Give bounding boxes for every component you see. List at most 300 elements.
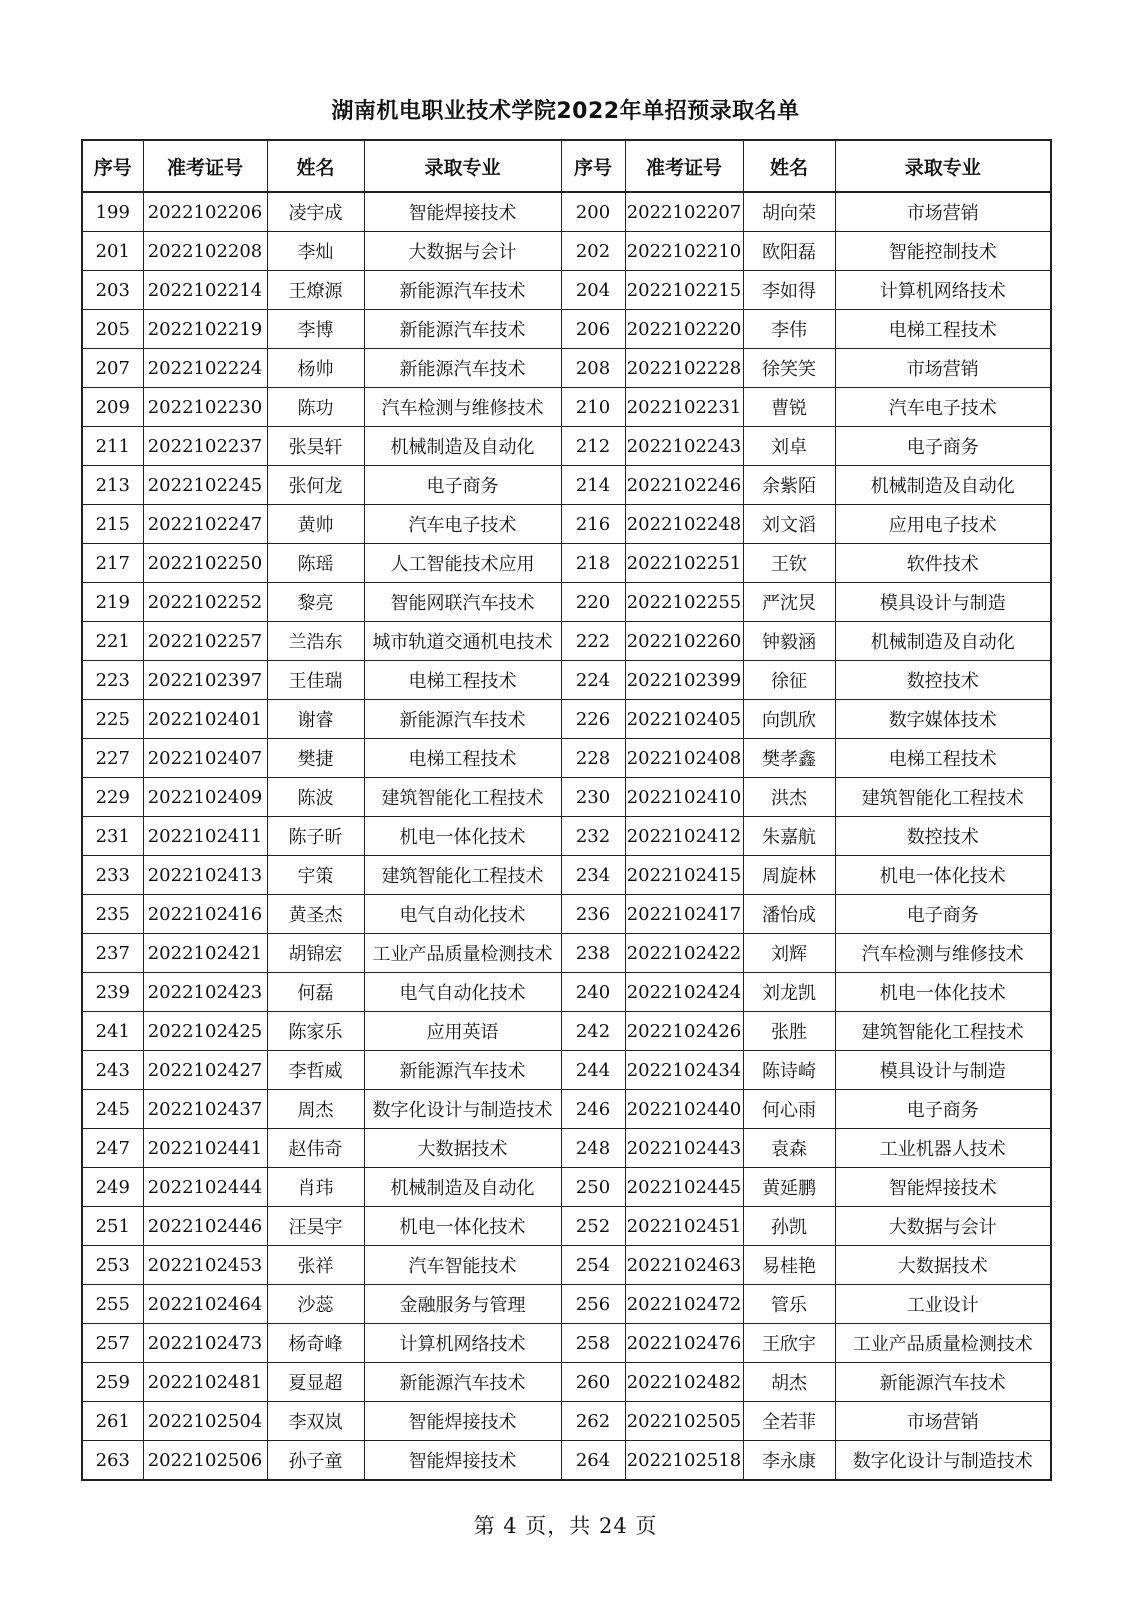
cell-major-left: 大数据技术 <box>364 1129 561 1168</box>
cell-seq-left: 237 <box>82 934 143 973</box>
cell-name-right: 何心雨 <box>743 1090 835 1129</box>
cell-exam-id-left: 2022102453 <box>143 1246 267 1285</box>
table-row <box>82 232 1051 271</box>
cell-major-right: 电梯工程技术 <box>835 310 1051 349</box>
cell-name-right: 刘卓 <box>743 427 835 466</box>
table-row <box>82 934 1051 973</box>
cell-major-right: 模具设计与制造 <box>835 583 1051 622</box>
cell-seq-right: 204 <box>561 271 625 310</box>
cell-name-left: 王燎源 <box>267 271 364 310</box>
cell-major-left: 机械制造及自动化 <box>364 1168 561 1207</box>
cell-major-left: 电气自动化技术 <box>364 973 561 1012</box>
cell-major-right: 电子商务 <box>835 427 1051 466</box>
cell-name-left: 孙子童 <box>267 1441 364 1481</box>
header-name-left: 姓名 <box>267 140 364 192</box>
cell-name-left: 夏显超 <box>267 1363 364 1402</box>
table-row <box>82 1090 1051 1129</box>
cell-seq-right: 244 <box>561 1051 625 1090</box>
cell-major-right: 大数据与会计 <box>835 1207 1051 1246</box>
cell-exam-id-right: 2022102220 <box>625 310 743 349</box>
cell-exam-id-left: 2022102473 <box>143 1324 267 1363</box>
table-row <box>82 192 1051 232</box>
cell-name-right: 周旋林 <box>743 856 835 895</box>
table-row <box>82 271 1051 310</box>
cell-name-left: 谢睿 <box>267 700 364 739</box>
header-exam-id-left: 准考证号 <box>143 140 267 192</box>
cell-major-left: 电气自动化技术 <box>364 895 561 934</box>
cell-exam-id-left: 2022102427 <box>143 1051 267 1090</box>
cell-seq-left: 251 <box>82 1207 143 1246</box>
cell-seq-left: 255 <box>82 1285 143 1324</box>
cell-exam-id-left: 2022102425 <box>143 1012 267 1051</box>
cell-seq-left: 213 <box>82 466 143 505</box>
cell-major-right: 建筑智能化工程技术 <box>835 1012 1051 1051</box>
cell-major-right: 工业机器人技术 <box>835 1129 1051 1168</box>
cell-exam-id-right: 2022102248 <box>625 505 743 544</box>
cell-name-left: 黎亮 <box>267 583 364 622</box>
table-row <box>82 778 1051 817</box>
cell-seq-right: 212 <box>561 427 625 466</box>
cell-exam-id-right: 2022102422 <box>625 934 743 973</box>
cell-seq-left: 211 <box>82 427 143 466</box>
cell-seq-left: 257 <box>82 1324 143 1363</box>
cell-seq-left: 221 <box>82 622 143 661</box>
cell-name-left: 陈子昕 <box>267 817 364 856</box>
cell-name-left: 黄帅 <box>267 505 364 544</box>
cell-name-left: 张祥 <box>267 1246 364 1285</box>
cell-seq-left: 223 <box>82 661 143 700</box>
cell-major-left: 智能焊接技术 <box>364 192 561 232</box>
cell-major-right: 汽车电子技术 <box>835 388 1051 427</box>
cell-exam-id-right: 2022102215 <box>625 271 743 310</box>
cell-exam-id-right: 2022102243 <box>625 427 743 466</box>
cell-major-right: 汽车检测与维修技术 <box>835 934 1051 973</box>
cell-name-left: 凌宇成 <box>267 192 364 232</box>
cell-name-right: 刘文滔 <box>743 505 835 544</box>
cell-exam-id-right: 2022102417 <box>625 895 743 934</box>
cell-name-right: 胡向荣 <box>743 192 835 232</box>
cell-major-left: 新能源汽车技术 <box>364 310 561 349</box>
cell-exam-id-right: 2022102445 <box>625 1168 743 1207</box>
cell-major-left: 计算机网络技术 <box>364 1324 561 1363</box>
cell-major-left: 智能网联汽车技术 <box>364 583 561 622</box>
header-major-left: 录取专业 <box>364 140 561 192</box>
cell-name-left: 陈瑶 <box>267 544 364 583</box>
cell-name-left: 李灿 <box>267 232 364 271</box>
cell-major-left: 工业产品质量检测技术 <box>364 934 561 973</box>
cell-seq-right: 250 <box>561 1168 625 1207</box>
cell-exam-id-right: 2022102246 <box>625 466 743 505</box>
cell-exam-id-left: 2022102401 <box>143 700 267 739</box>
cell-seq-right: 208 <box>561 349 625 388</box>
cell-name-right: 向凯欣 <box>743 700 835 739</box>
cell-seq-right: 210 <box>561 388 625 427</box>
cell-exam-id-left: 2022102407 <box>143 739 267 778</box>
cell-seq-left: 233 <box>82 856 143 895</box>
cell-seq-left: 201 <box>82 232 143 271</box>
cell-exam-id-right: 2022102228 <box>625 349 743 388</box>
cell-name-right: 李如得 <box>743 271 835 310</box>
cell-seq-right: 220 <box>561 583 625 622</box>
cell-name-right: 陈诗崎 <box>743 1051 835 1090</box>
cell-seq-left: 199 <box>82 192 143 232</box>
cell-seq-right: 206 <box>561 310 625 349</box>
cell-exam-id-right: 2022102463 <box>625 1246 743 1285</box>
cell-major-right: 建筑智能化工程技术 <box>835 778 1051 817</box>
cell-name-right: 李永康 <box>743 1441 835 1481</box>
header-exam-id-right: 准考证号 <box>625 140 743 192</box>
cell-exam-id-right: 2022102412 <box>625 817 743 856</box>
cell-exam-id-right: 2022102255 <box>625 583 743 622</box>
cell-exam-id-right: 2022102405 <box>625 700 743 739</box>
cell-seq-right: 262 <box>561 1402 625 1441</box>
cell-major-right: 应用电子技术 <box>835 505 1051 544</box>
cell-exam-id-left: 2022102237 <box>143 427 267 466</box>
cell-seq-right: 236 <box>561 895 625 934</box>
cell-seq-left: 217 <box>82 544 143 583</box>
cell-exam-id-left: 2022102214 <box>143 271 267 310</box>
cell-exam-id-right: 2022102410 <box>625 778 743 817</box>
cell-major-left: 汽车电子技术 <box>364 505 561 544</box>
cell-exam-id-left: 2022102416 <box>143 895 267 934</box>
cell-name-right: 朱嘉航 <box>743 817 835 856</box>
cell-seq-right: 252 <box>561 1207 625 1246</box>
cell-seq-left: 203 <box>82 271 143 310</box>
cell-seq-right: 256 <box>561 1285 625 1324</box>
admission-table <box>81 139 1052 1481</box>
cell-exam-id-left: 2022102208 <box>143 232 267 271</box>
table-row <box>82 1012 1051 1051</box>
cell-seq-left: 263 <box>82 1441 143 1481</box>
cell-seq-left: 241 <box>82 1012 143 1051</box>
cell-seq-right: 202 <box>561 232 625 271</box>
cell-name-right: 余紫陌 <box>743 466 835 505</box>
cell-name-right: 李伟 <box>743 310 835 349</box>
cell-name-left: 赵伟奇 <box>267 1129 364 1168</box>
cell-name-right: 孙凯 <box>743 1207 835 1246</box>
table-row <box>82 1207 1051 1246</box>
cell-name-left: 杨奇峰 <box>267 1324 364 1363</box>
cell-name-left: 李双岚 <box>267 1402 364 1441</box>
cell-seq-right: 228 <box>561 739 625 778</box>
cell-seq-left: 253 <box>82 1246 143 1285</box>
cell-exam-id-left: 2022102444 <box>143 1168 267 1207</box>
cell-name-left: 汪昊宇 <box>267 1207 364 1246</box>
table-row <box>82 1129 1051 1168</box>
cell-major-left: 大数据与会计 <box>364 232 561 271</box>
cell-name-right: 袁森 <box>743 1129 835 1168</box>
table-row <box>82 661 1051 700</box>
table-row <box>82 622 1051 661</box>
table-row <box>82 856 1051 895</box>
cell-seq-right: 254 <box>561 1246 625 1285</box>
cell-name-right: 潘怡成 <box>743 895 835 934</box>
cell-seq-right: 224 <box>561 661 625 700</box>
cell-exam-id-left: 2022102250 <box>143 544 267 583</box>
cell-major-left: 电梯工程技术 <box>364 739 561 778</box>
cell-seq-left: 259 <box>82 1363 143 1402</box>
table-row <box>82 466 1051 505</box>
cell-exam-id-left: 2022102504 <box>143 1402 267 1441</box>
cell-seq-left: 239 <box>82 973 143 1012</box>
cell-major-left: 机电一体化技术 <box>364 817 561 856</box>
cell-name-left: 王佳瑞 <box>267 661 364 700</box>
cell-seq-left: 205 <box>82 310 143 349</box>
cell-exam-id-left: 2022102437 <box>143 1090 267 1129</box>
table-row <box>82 973 1051 1012</box>
cell-exam-id-right: 2022102399 <box>625 661 743 700</box>
cell-exam-id-left: 2022102423 <box>143 973 267 1012</box>
cell-exam-id-left: 2022102421 <box>143 934 267 973</box>
cell-seq-right: 230 <box>561 778 625 817</box>
cell-major-left: 人工智能技术应用 <box>364 544 561 583</box>
cell-major-right: 数控技术 <box>835 661 1051 700</box>
cell-major-left: 汽车智能技术 <box>364 1246 561 1285</box>
cell-major-left: 电梯工程技术 <box>364 661 561 700</box>
cell-major-left: 金融服务与管理 <box>364 1285 561 1324</box>
cell-major-right: 数字媒体技术 <box>835 700 1051 739</box>
table-row <box>82 700 1051 739</box>
table-row <box>82 1051 1051 1090</box>
cell-exam-id-right: 2022102440 <box>625 1090 743 1129</box>
cell-major-left: 电子商务 <box>364 466 561 505</box>
cell-name-left: 张昊轩 <box>267 427 364 466</box>
cell-seq-left: 243 <box>82 1051 143 1090</box>
cell-name-left: 樊捷 <box>267 739 364 778</box>
cell-exam-id-left: 2022102397 <box>143 661 267 700</box>
table-row <box>82 1285 1051 1324</box>
cell-seq-left: 209 <box>82 388 143 427</box>
cell-exam-id-right: 2022102518 <box>625 1441 743 1481</box>
cell-major-right: 机电一体化技术 <box>835 856 1051 895</box>
cell-seq-left: 245 <box>82 1090 143 1129</box>
cell-exam-id-left: 2022102506 <box>143 1441 267 1481</box>
cell-major-right: 市场营销 <box>835 1402 1051 1441</box>
table-row <box>82 544 1051 583</box>
cell-exam-id-right: 2022102415 <box>625 856 743 895</box>
cell-exam-id-right: 2022102260 <box>625 622 743 661</box>
cell-exam-id-right: 2022102210 <box>625 232 743 271</box>
cell-name-right: 曹锐 <box>743 388 835 427</box>
cell-exam-id-left: 2022102481 <box>143 1363 267 1402</box>
cell-exam-id-left: 2022102411 <box>143 817 267 856</box>
cell-major-right: 电子商务 <box>835 895 1051 934</box>
cell-name-right: 黄延鹏 <box>743 1168 835 1207</box>
cell-seq-left: 261 <box>82 1402 143 1441</box>
cell-seq-left: 215 <box>82 505 143 544</box>
cell-name-left: 陈功 <box>267 388 364 427</box>
cell-exam-id-right: 2022102451 <box>625 1207 743 1246</box>
table-row <box>82 388 1051 427</box>
cell-exam-id-left: 2022102413 <box>143 856 267 895</box>
cell-exam-id-right: 2022102505 <box>625 1402 743 1441</box>
table-row <box>82 583 1051 622</box>
table-row <box>82 505 1051 544</box>
cell-seq-left: 227 <box>82 739 143 778</box>
cell-name-left: 李博 <box>267 310 364 349</box>
cell-name-right: 徐征 <box>743 661 835 700</box>
cell-seq-left: 235 <box>82 895 143 934</box>
cell-exam-id-left: 2022102247 <box>143 505 267 544</box>
cell-seq-right: 216 <box>561 505 625 544</box>
cell-major-left: 数字化设计与制造技术 <box>364 1090 561 1129</box>
cell-major-left: 机械制造及自动化 <box>364 427 561 466</box>
cell-name-left: 陈家乐 <box>267 1012 364 1051</box>
cell-major-right: 软件技术 <box>835 544 1051 583</box>
cell-major-left: 新能源汽车技术 <box>364 349 561 388</box>
cell-major-right: 市场营销 <box>835 349 1051 388</box>
cell-exam-id-right: 2022102482 <box>625 1363 743 1402</box>
cell-seq-left: 225 <box>82 700 143 739</box>
table-row <box>82 349 1051 388</box>
header-seq-right: 序号 <box>561 140 625 192</box>
cell-seq-right: 240 <box>561 973 625 1012</box>
cell-name-right: 王欣宇 <box>743 1324 835 1363</box>
cell-name-left: 黄圣杰 <box>267 895 364 934</box>
cell-seq-left: 219 <box>82 583 143 622</box>
cell-major-right: 计算机网络技术 <box>835 271 1051 310</box>
cell-exam-id-left: 2022102230 <box>143 388 267 427</box>
header-major-right: 录取专业 <box>835 140 1051 192</box>
cell-seq-right: 264 <box>561 1441 625 1481</box>
cell-name-left: 胡锦宏 <box>267 934 364 973</box>
cell-exam-id-right: 2022102251 <box>625 544 743 583</box>
cell-major-left: 新能源汽车技术 <box>364 700 561 739</box>
cell-major-left: 新能源汽车技术 <box>364 271 561 310</box>
cell-major-right: 电梯工程技术 <box>835 739 1051 778</box>
page-footer: 第 4 页，共 24 页 <box>473 1514 658 1538</box>
cell-seq-right: 260 <box>561 1363 625 1402</box>
cell-seq-right: 238 <box>561 934 625 973</box>
cell-major-right: 工业产品质量检测技术 <box>835 1324 1051 1363</box>
cell-seq-right: 232 <box>561 817 625 856</box>
cell-seq-right: 248 <box>561 1129 625 1168</box>
cell-exam-id-left: 2022102464 <box>143 1285 267 1324</box>
table-row <box>82 1324 1051 1363</box>
cell-major-left: 新能源汽车技术 <box>364 1051 561 1090</box>
cell-major-right: 电子商务 <box>835 1090 1051 1129</box>
cell-name-right: 欧阳磊 <box>743 232 835 271</box>
table-row <box>82 1363 1051 1402</box>
cell-name-right: 刘龙凯 <box>743 973 835 1012</box>
cell-exam-id-left: 2022102206 <box>143 192 267 232</box>
cell-name-left: 兰浩东 <box>267 622 364 661</box>
cell-major-right: 数控技术 <box>835 817 1051 856</box>
cell-exam-id-right: 2022102476 <box>625 1324 743 1363</box>
cell-seq-right: 234 <box>561 856 625 895</box>
table-body <box>82 192 1051 1480</box>
cell-major-right: 新能源汽车技术 <box>835 1363 1051 1402</box>
cell-name-right: 钟毅涵 <box>743 622 835 661</box>
table-row <box>82 817 1051 856</box>
cell-name-right: 胡杰 <box>743 1363 835 1402</box>
cell-name-right: 严沈炅 <box>743 583 835 622</box>
cell-name-left: 杨帅 <box>267 349 364 388</box>
cell-exam-id-right: 2022102408 <box>625 739 743 778</box>
cell-name-left: 沙蕊 <box>267 1285 364 1324</box>
cell-exam-id-left: 2022102219 <box>143 310 267 349</box>
cell-major-left: 智能焊接技术 <box>364 1402 561 1441</box>
cell-major-left: 机电一体化技术 <box>364 1207 561 1246</box>
cell-seq-right: 214 <box>561 466 625 505</box>
cell-major-left: 城市轨道交通机电技术 <box>364 622 561 661</box>
cell-exam-id-right: 2022102424 <box>625 973 743 1012</box>
cell-seq-right: 218 <box>561 544 625 583</box>
cell-name-right: 易桂艳 <box>743 1246 835 1285</box>
cell-exam-id-right: 2022102443 <box>625 1129 743 1168</box>
cell-name-left: 肖玮 <box>267 1168 364 1207</box>
cell-exam-id-left: 2022102224 <box>143 349 267 388</box>
cell-name-left: 周杰 <box>267 1090 364 1129</box>
cell-name-left: 陈波 <box>267 778 364 817</box>
cell-major-left: 汽车检测与维修技术 <box>364 388 561 427</box>
cell-seq-left: 229 <box>82 778 143 817</box>
cell-major-right: 机电一体化技术 <box>835 973 1051 1012</box>
cell-exam-id-left: 2022102245 <box>143 466 267 505</box>
cell-seq-left: 207 <box>82 349 143 388</box>
cell-major-right: 智能焊接技术 <box>835 1168 1051 1207</box>
cell-exam-id-right: 2022102472 <box>625 1285 743 1324</box>
table-row <box>82 1246 1051 1285</box>
cell-exam-id-left: 2022102257 <box>143 622 267 661</box>
cell-major-left: 应用英语 <box>364 1012 561 1051</box>
table-row <box>82 895 1051 934</box>
cell-major-left: 建筑智能化工程技术 <box>364 778 561 817</box>
cell-name-right: 洪杰 <box>743 778 835 817</box>
cell-seq-right: 200 <box>561 192 625 232</box>
cell-major-right: 模具设计与制造 <box>835 1051 1051 1090</box>
cell-seq-right: 226 <box>561 700 625 739</box>
table-row <box>82 739 1051 778</box>
cell-seq-right: 242 <box>561 1012 625 1051</box>
table-header-row <box>82 140 1051 192</box>
cell-name-right: 徐笑笑 <box>743 349 835 388</box>
cell-major-left: 新能源汽车技术 <box>364 1363 561 1402</box>
cell-seq-right: 222 <box>561 622 625 661</box>
cell-major-left: 智能焊接技术 <box>364 1441 561 1481</box>
cell-name-left: 李哲威 <box>267 1051 364 1090</box>
cell-seq-right: 258 <box>561 1324 625 1363</box>
cell-name-right: 刘辉 <box>743 934 835 973</box>
cell-exam-id-left: 2022102252 <box>143 583 267 622</box>
cell-name-right: 管乐 <box>743 1285 835 1324</box>
cell-seq-left: 247 <box>82 1129 143 1168</box>
cell-exam-id-right: 2022102426 <box>625 1012 743 1051</box>
cell-exam-id-left: 2022102409 <box>143 778 267 817</box>
cell-major-right: 大数据技术 <box>835 1246 1051 1285</box>
cell-seq-left: 249 <box>82 1168 143 1207</box>
cell-major-right: 智能控制技术 <box>835 232 1051 271</box>
header-seq-left: 序号 <box>82 140 143 192</box>
cell-major-right: 市场营销 <box>835 192 1051 232</box>
cell-exam-id-right: 2022102231 <box>625 388 743 427</box>
cell-exam-id-left: 2022102441 <box>143 1129 267 1168</box>
cell-major-left: 建筑智能化工程技术 <box>364 856 561 895</box>
document-title: 湖南机电职业技术学院2022年单招预录取名单 <box>331 99 800 124</box>
table-row <box>82 427 1051 466</box>
cell-major-right: 工业设计 <box>835 1285 1051 1324</box>
cell-seq-right: 246 <box>561 1090 625 1129</box>
table-row <box>82 1402 1051 1441</box>
cell-name-left: 张何龙 <box>267 466 364 505</box>
table-row <box>82 310 1051 349</box>
cell-major-right: 机械制造及自动化 <box>835 622 1051 661</box>
cell-seq-left: 231 <box>82 817 143 856</box>
cell-name-left: 宇策 <box>267 856 364 895</box>
cell-major-right: 数字化设计与制造技术 <box>835 1441 1051 1481</box>
table-row <box>82 1168 1051 1207</box>
cell-name-left: 何磊 <box>267 973 364 1012</box>
